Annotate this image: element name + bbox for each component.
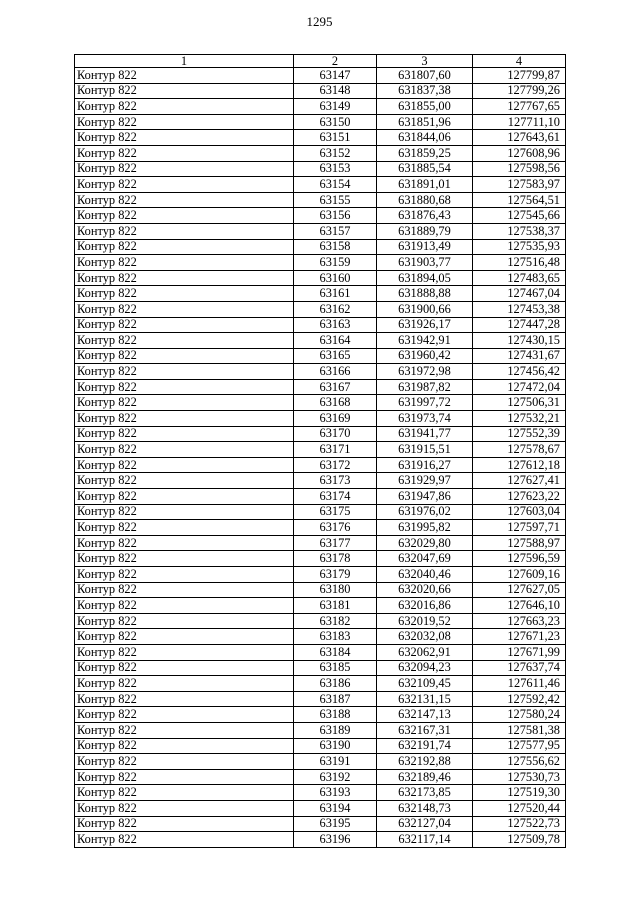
y-coordinate-cell: 127611,46 [473, 676, 566, 692]
point-number-cell: 63171 [294, 442, 377, 458]
contour-name-cell: Контур 822 [75, 208, 294, 224]
contour-name-cell: Контур 822 [75, 800, 294, 816]
x-coordinate-cell: 631844,06 [377, 130, 473, 146]
point-number-cell: 63181 [294, 598, 377, 614]
x-coordinate-cell: 632020,66 [377, 582, 473, 598]
contour-name-cell: Контур 822 [75, 832, 294, 848]
contour-name-cell: Контур 822 [75, 317, 294, 333]
contour-name-cell: Контур 822 [75, 301, 294, 317]
table-row [75, 286, 566, 302]
y-coordinate-cell: 127603,04 [473, 504, 566, 520]
contour-name-cell: Контур 822 [75, 255, 294, 271]
table-row [75, 239, 566, 255]
y-coordinate-cell: 127767,65 [473, 99, 566, 115]
contour-name-cell: Контур 822 [75, 691, 294, 707]
table-row [75, 395, 566, 411]
table-row [75, 457, 566, 473]
table-row [75, 707, 566, 723]
table-row [75, 769, 566, 785]
x-coordinate-cell: 631942,91 [377, 333, 473, 349]
point-number-cell: 63175 [294, 504, 377, 520]
point-number-cell: 63185 [294, 660, 377, 676]
y-coordinate-cell: 127643,61 [473, 130, 566, 146]
contour-name-cell: Контур 822 [75, 114, 294, 130]
y-coordinate-cell: 127506,31 [473, 395, 566, 411]
point-number-cell: 63195 [294, 816, 377, 832]
table-row [75, 489, 566, 505]
x-coordinate-cell: 632040,46 [377, 567, 473, 583]
contour-name-cell: Контур 822 [75, 722, 294, 738]
point-number-cell: 63194 [294, 800, 377, 816]
table-row [75, 348, 566, 364]
point-number-cell: 63169 [294, 411, 377, 427]
column-header-2: 2 [294, 55, 377, 68]
point-number-cell: 63165 [294, 348, 377, 364]
y-coordinate-cell: 127581,38 [473, 722, 566, 738]
table-row [75, 411, 566, 427]
point-number-cell: 63187 [294, 691, 377, 707]
point-number-cell: 63182 [294, 613, 377, 629]
table-row [75, 145, 566, 161]
point-number-cell: 63166 [294, 364, 377, 380]
x-coordinate-cell: 631855,00 [377, 99, 473, 115]
x-coordinate-cell: 631976,02 [377, 504, 473, 520]
contour-name-cell: Контур 822 [75, 754, 294, 770]
table-header-row [75, 55, 566, 68]
y-coordinate-cell: 127552,39 [473, 426, 566, 442]
point-number-cell: 63173 [294, 473, 377, 489]
table-row [75, 722, 566, 738]
x-coordinate-cell: 632062,91 [377, 644, 473, 660]
point-number-cell: 63153 [294, 161, 377, 177]
point-number-cell: 63191 [294, 754, 377, 770]
point-number-cell: 63174 [294, 489, 377, 505]
x-coordinate-cell: 631889,79 [377, 223, 473, 239]
x-coordinate-cell: 631859,25 [377, 145, 473, 161]
y-coordinate-cell: 127472,04 [473, 379, 566, 395]
contour-name-cell: Контур 822 [75, 348, 294, 364]
x-coordinate-cell: 632189,46 [377, 769, 473, 785]
column-header-3: 3 [377, 55, 473, 68]
point-number-cell: 63188 [294, 707, 377, 723]
table-row [75, 551, 566, 567]
table-row [75, 426, 566, 442]
y-coordinate-cell: 127538,37 [473, 223, 566, 239]
y-coordinate-cell: 127545,66 [473, 208, 566, 224]
x-coordinate-cell: 632032,08 [377, 629, 473, 645]
y-coordinate-cell: 127556,62 [473, 754, 566, 770]
point-number-cell: 63148 [294, 83, 377, 99]
point-number-cell: 63152 [294, 145, 377, 161]
y-coordinate-cell: 127530,73 [473, 769, 566, 785]
contour-name-cell: Контур 822 [75, 161, 294, 177]
x-coordinate-cell: 631876,43 [377, 208, 473, 224]
x-coordinate-cell: 632094,23 [377, 660, 473, 676]
x-coordinate-cell: 631972,98 [377, 364, 473, 380]
table-row [75, 364, 566, 380]
x-coordinate-cell: 631947,86 [377, 489, 473, 505]
point-number-cell: 63186 [294, 676, 377, 692]
x-coordinate-cell: 631885,54 [377, 161, 473, 177]
point-number-cell: 63154 [294, 177, 377, 193]
point-number-cell: 63158 [294, 239, 377, 255]
table-row [75, 676, 566, 692]
point-number-cell: 63159 [294, 255, 377, 271]
point-number-cell: 63163 [294, 317, 377, 333]
y-coordinate-cell: 127456,42 [473, 364, 566, 380]
x-coordinate-cell: 631960,42 [377, 348, 473, 364]
table-row [75, 379, 566, 395]
contour-name-cell: Контур 822 [75, 192, 294, 208]
column-header-1: 1 [75, 55, 294, 68]
y-coordinate-cell: 127637,74 [473, 660, 566, 676]
y-coordinate-cell: 127799,26 [473, 83, 566, 99]
x-coordinate-cell: 632173,85 [377, 785, 473, 801]
contour-name-cell: Контур 822 [75, 504, 294, 520]
point-number-cell: 63147 [294, 68, 377, 84]
y-coordinate-cell: 127535,93 [473, 239, 566, 255]
table-row [75, 535, 566, 551]
contour-name-cell: Контур 822 [75, 130, 294, 146]
contour-name-cell: Контур 822 [75, 333, 294, 349]
y-coordinate-cell: 127646,10 [473, 598, 566, 614]
contour-name-cell: Контур 822 [75, 629, 294, 645]
y-coordinate-cell: 127711,10 [473, 114, 566, 130]
table-row [75, 68, 566, 84]
contour-name-cell: Контур 822 [75, 582, 294, 598]
contour-name-cell: Контур 822 [75, 411, 294, 427]
contour-name-cell: Контур 822 [75, 239, 294, 255]
y-coordinate-cell: 127671,99 [473, 644, 566, 660]
x-coordinate-cell: 631987,82 [377, 379, 473, 395]
contour-name-cell: Контур 822 [75, 145, 294, 161]
x-coordinate-cell: 632117,14 [377, 832, 473, 848]
y-coordinate-cell: 127431,67 [473, 348, 566, 364]
point-number-cell: 63149 [294, 99, 377, 115]
table-row [75, 223, 566, 239]
point-number-cell: 63192 [294, 769, 377, 785]
y-coordinate-cell: 127453,38 [473, 301, 566, 317]
contour-name-cell: Контур 822 [75, 223, 294, 239]
table-row [75, 613, 566, 629]
x-coordinate-cell: 632047,69 [377, 551, 473, 567]
point-number-cell: 63183 [294, 629, 377, 645]
contour-name-cell: Контур 822 [75, 738, 294, 754]
x-coordinate-cell: 631929,97 [377, 473, 473, 489]
point-number-cell: 63151 [294, 130, 377, 146]
x-coordinate-cell: 632191,74 [377, 738, 473, 754]
x-coordinate-cell: 631973,74 [377, 411, 473, 427]
x-coordinate-cell: 632192,88 [377, 754, 473, 770]
column-header-4: 4 [473, 55, 566, 68]
x-coordinate-cell: 631926,17 [377, 317, 473, 333]
y-coordinate-cell: 127564,51 [473, 192, 566, 208]
x-coordinate-cell: 631851,96 [377, 114, 473, 130]
x-coordinate-cell: 632148,73 [377, 800, 473, 816]
y-coordinate-cell: 127596,59 [473, 551, 566, 567]
table-row [75, 691, 566, 707]
contour-name-cell: Контур 822 [75, 520, 294, 536]
y-coordinate-cell: 127522,73 [473, 816, 566, 832]
point-number-cell: 63178 [294, 551, 377, 567]
contour-name-cell: Контур 822 [75, 379, 294, 395]
contour-name-cell: Контур 822 [75, 489, 294, 505]
table-row [75, 504, 566, 520]
y-coordinate-cell: 127532,21 [473, 411, 566, 427]
x-coordinate-cell: 631997,72 [377, 395, 473, 411]
table-row [75, 177, 566, 193]
x-coordinate-cell: 631837,38 [377, 83, 473, 99]
table-row [75, 520, 566, 536]
table-row [75, 130, 566, 146]
contour-name-cell: Контур 822 [75, 270, 294, 286]
contour-name-cell: Контур 822 [75, 68, 294, 84]
x-coordinate-cell: 631915,51 [377, 442, 473, 458]
y-coordinate-cell: 127612,18 [473, 457, 566, 473]
y-coordinate-cell: 127608,96 [473, 145, 566, 161]
y-coordinate-cell: 127519,30 [473, 785, 566, 801]
x-coordinate-cell: 632029,80 [377, 535, 473, 551]
point-number-cell: 63155 [294, 192, 377, 208]
coordinates-table [74, 54, 566, 848]
contour-name-cell: Контур 822 [75, 99, 294, 115]
y-coordinate-cell: 127516,48 [473, 255, 566, 271]
table-row [75, 754, 566, 770]
contour-name-cell: Контур 822 [75, 676, 294, 692]
table-row [75, 660, 566, 676]
contour-name-cell: Контур 822 [75, 286, 294, 302]
contour-name-cell: Контур 822 [75, 426, 294, 442]
y-coordinate-cell: 127520,44 [473, 800, 566, 816]
y-coordinate-cell: 127509,78 [473, 832, 566, 848]
contour-name-cell: Контур 822 [75, 473, 294, 489]
contour-name-cell: Контур 822 [75, 644, 294, 660]
point-number-cell: 63180 [294, 582, 377, 598]
y-coordinate-cell: 127627,41 [473, 473, 566, 489]
contour-name-cell: Контур 822 [75, 457, 294, 473]
y-coordinate-cell: 127671,23 [473, 629, 566, 645]
x-coordinate-cell: 631894,05 [377, 270, 473, 286]
x-coordinate-cell: 632109,45 [377, 676, 473, 692]
y-coordinate-cell: 127627,05 [473, 582, 566, 598]
table-row [75, 161, 566, 177]
point-number-cell: 63157 [294, 223, 377, 239]
x-coordinate-cell: 632019,52 [377, 613, 473, 629]
table-row [75, 442, 566, 458]
x-coordinate-cell: 631995,82 [377, 520, 473, 536]
contour-name-cell: Контур 822 [75, 535, 294, 551]
contour-name-cell: Контур 822 [75, 816, 294, 832]
table-row [75, 317, 566, 333]
table-row [75, 473, 566, 489]
point-number-cell: 63176 [294, 520, 377, 536]
contour-name-cell: Контур 822 [75, 442, 294, 458]
x-coordinate-cell: 631888,88 [377, 286, 473, 302]
y-coordinate-cell: 127430,15 [473, 333, 566, 349]
y-coordinate-cell: 127799,87 [473, 68, 566, 84]
point-number-cell: 63189 [294, 722, 377, 738]
table-row [75, 800, 566, 816]
table-row [75, 83, 566, 99]
point-number-cell: 63172 [294, 457, 377, 473]
point-number-cell: 63156 [294, 208, 377, 224]
point-number-cell: 63162 [294, 301, 377, 317]
point-number-cell: 63177 [294, 535, 377, 551]
point-number-cell: 63167 [294, 379, 377, 395]
point-number-cell: 63196 [294, 832, 377, 848]
table-row [75, 99, 566, 115]
x-coordinate-cell: 632131,15 [377, 691, 473, 707]
x-coordinate-cell: 632016,86 [377, 598, 473, 614]
page-number: 1295 [306, 14, 333, 29]
point-number-cell: 63184 [294, 644, 377, 660]
y-coordinate-cell: 127588,97 [473, 535, 566, 551]
table-row [75, 629, 566, 645]
x-coordinate-cell: 632167,31 [377, 722, 473, 738]
x-coordinate-cell: 631941,77 [377, 426, 473, 442]
y-coordinate-cell: 127583,97 [473, 177, 566, 193]
table-row [75, 333, 566, 349]
x-coordinate-cell: 631891,01 [377, 177, 473, 193]
table-row [75, 208, 566, 224]
point-number-cell: 63190 [294, 738, 377, 754]
y-coordinate-cell: 127580,24 [473, 707, 566, 723]
x-coordinate-cell: 631900,66 [377, 301, 473, 317]
table-row [75, 270, 566, 286]
table-row [75, 644, 566, 660]
y-coordinate-cell: 127483,65 [473, 270, 566, 286]
y-coordinate-cell: 127592,42 [473, 691, 566, 707]
y-coordinate-cell: 127623,22 [473, 489, 566, 505]
y-coordinate-cell: 127609,16 [473, 567, 566, 583]
x-coordinate-cell: 632127,04 [377, 816, 473, 832]
point-number-cell: 63170 [294, 426, 377, 442]
contour-name-cell: Контур 822 [75, 660, 294, 676]
point-number-cell: 63168 [294, 395, 377, 411]
table-row [75, 832, 566, 848]
point-number-cell: 63161 [294, 286, 377, 302]
y-coordinate-cell: 127577,95 [473, 738, 566, 754]
contour-name-cell: Контур 822 [75, 613, 294, 629]
x-coordinate-cell: 631916,27 [377, 457, 473, 473]
contour-name-cell: Контур 822 [75, 551, 294, 567]
contour-name-cell: Контур 822 [75, 769, 294, 785]
x-coordinate-cell: 632147,13 [377, 707, 473, 723]
table-row [75, 816, 566, 832]
point-number-cell: 63179 [294, 567, 377, 583]
y-coordinate-cell: 127597,71 [473, 520, 566, 536]
point-number-cell: 63150 [294, 114, 377, 130]
y-coordinate-cell: 127598,56 [473, 161, 566, 177]
x-coordinate-cell: 631903,77 [377, 255, 473, 271]
contour-name-cell: Контур 822 [75, 83, 294, 99]
y-coordinate-cell: 127663,23 [473, 613, 566, 629]
contour-name-cell: Контур 822 [75, 707, 294, 723]
contour-name-cell: Контур 822 [75, 364, 294, 380]
table-row [75, 785, 566, 801]
table-row [75, 255, 566, 271]
contour-name-cell: Контур 822 [75, 395, 294, 411]
point-number-cell: 63164 [294, 333, 377, 349]
contour-name-cell: Контур 822 [75, 598, 294, 614]
x-coordinate-cell: 631807,60 [377, 68, 473, 84]
table-row [75, 582, 566, 598]
table-row [75, 598, 566, 614]
table-row [75, 738, 566, 754]
table-row [75, 114, 566, 130]
table-row [75, 567, 566, 583]
contour-name-cell: Контур 822 [75, 177, 294, 193]
point-number-cell: 63193 [294, 785, 377, 801]
point-number-cell: 63160 [294, 270, 377, 286]
y-coordinate-cell: 127447,28 [473, 317, 566, 333]
x-coordinate-cell: 631880,68 [377, 192, 473, 208]
x-coordinate-cell: 631913,49 [377, 239, 473, 255]
y-coordinate-cell: 127467,04 [473, 286, 566, 302]
contour-name-cell: Контур 822 [75, 567, 294, 583]
contour-name-cell: Контур 822 [75, 785, 294, 801]
y-coordinate-cell: 127578,67 [473, 442, 566, 458]
table-row [75, 301, 566, 317]
table-row [75, 192, 566, 208]
